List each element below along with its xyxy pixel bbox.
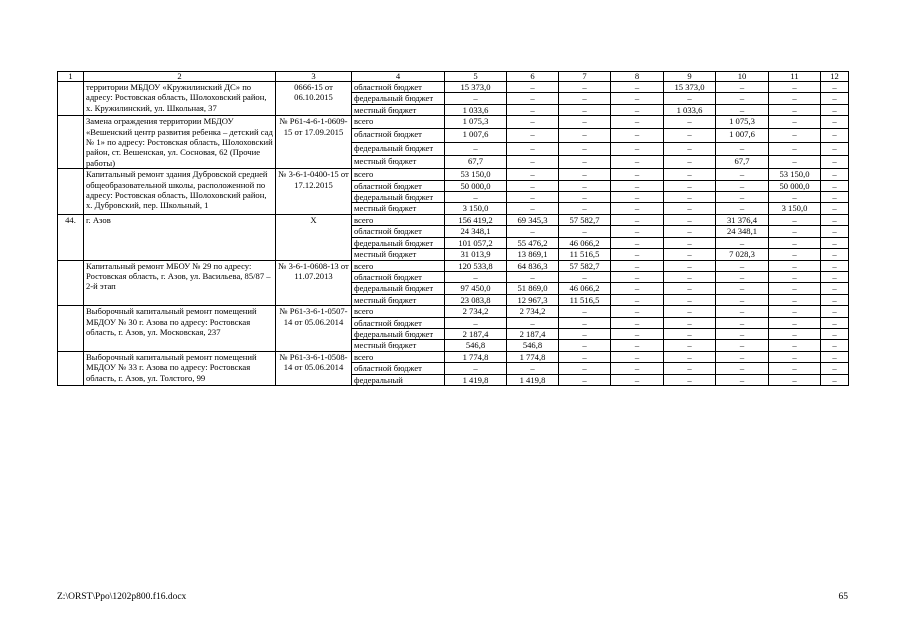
amount-cell: – bbox=[611, 317, 664, 328]
amount-cell: – bbox=[664, 271, 716, 282]
amount-cell: 156 419,2 bbox=[445, 214, 507, 225]
amount-cell: – bbox=[559, 226, 611, 237]
amount-cell: – bbox=[611, 155, 664, 168]
amount-cell: – bbox=[611, 363, 664, 374]
amount-cell: 67,7 bbox=[445, 155, 507, 168]
amount-cell: – bbox=[769, 249, 821, 260]
amount-cell: – bbox=[664, 129, 716, 142]
amount-cell: – bbox=[821, 155, 849, 168]
amount-cell: 1 774,8 bbox=[445, 351, 507, 362]
document-number: № 3-6-1-0400-15 от 17.12.2015 bbox=[276, 169, 352, 215]
amount-cell: – bbox=[559, 192, 611, 203]
amount-cell: – bbox=[507, 180, 559, 191]
document-number: Х bbox=[276, 214, 352, 260]
amount-cell: 24 348,1 bbox=[445, 226, 507, 237]
amount-cell: – bbox=[716, 306, 769, 317]
amount-cell: – bbox=[769, 226, 821, 237]
amount-cell: 2 187,4 bbox=[445, 328, 507, 339]
amount-cell: – bbox=[769, 283, 821, 294]
amount-cell: – bbox=[716, 203, 769, 214]
amount-cell: – bbox=[664, 328, 716, 339]
amount-cell: – bbox=[559, 203, 611, 214]
amount-cell: – bbox=[611, 260, 664, 271]
amount-cell: – bbox=[821, 203, 849, 214]
amount-cell: – bbox=[716, 142, 769, 155]
amount-cell: – bbox=[821, 104, 849, 115]
amount-cell: – bbox=[769, 142, 821, 155]
amount-cell: 97 450,0 bbox=[445, 283, 507, 294]
amount-cell: – bbox=[664, 294, 716, 305]
amount-cell: – bbox=[664, 226, 716, 237]
object-name: Капитальный ремонт здания Дубровской средней общеобразовательной школы, расположенной по адресу: Ростовская область, Шолоховский район, х. Дубровский, пер. Школьный, 1 bbox=[84, 169, 276, 215]
amount-cell: 1 075,3 bbox=[716, 116, 769, 129]
amount-cell: – bbox=[769, 317, 821, 328]
amount-cell: – bbox=[611, 104, 664, 115]
object-name: г. Азов bbox=[84, 214, 276, 260]
amount-cell: – bbox=[664, 260, 716, 271]
amount-cell: – bbox=[611, 192, 664, 203]
amount-cell: – bbox=[821, 271, 849, 282]
table-row bbox=[58, 214, 849, 225]
column-number: 8 bbox=[611, 72, 664, 82]
amount-cell: 53 150,0 bbox=[769, 169, 821, 180]
amount-cell: – bbox=[559, 104, 611, 115]
item-number bbox=[58, 116, 84, 169]
amount-cell: – bbox=[507, 82, 559, 93]
amount-cell: – bbox=[507, 142, 559, 155]
table-row bbox=[58, 116, 849, 129]
amount-cell: – bbox=[559, 306, 611, 317]
amount-cell: – bbox=[821, 283, 849, 294]
amount-cell: 51 869,0 bbox=[507, 283, 559, 294]
budget-source: областной бюджет bbox=[352, 82, 445, 93]
amount-cell: – bbox=[821, 363, 849, 374]
column-number: 5 bbox=[445, 72, 507, 82]
amount-cell: 67,7 bbox=[716, 155, 769, 168]
budget-source: федеральный бюджет bbox=[352, 93, 445, 104]
amount-cell: – bbox=[559, 351, 611, 362]
amount-cell: – bbox=[821, 192, 849, 203]
amount-cell: – bbox=[611, 283, 664, 294]
amount-cell: 120 533,8 bbox=[445, 260, 507, 271]
amount-cell: 1 774,8 bbox=[507, 351, 559, 362]
budget-source: федеральный бюджет bbox=[352, 283, 445, 294]
amount-cell: – bbox=[821, 237, 849, 248]
amount-cell: – bbox=[507, 129, 559, 142]
budget-source: федеральный бюджет bbox=[352, 237, 445, 248]
budget-source: областной бюджет bbox=[352, 180, 445, 191]
item-number bbox=[58, 306, 84, 352]
amount-cell: – bbox=[769, 351, 821, 362]
amount-cell: – bbox=[611, 226, 664, 237]
amount-cell: – bbox=[664, 169, 716, 180]
budget-source: местный бюджет bbox=[352, 249, 445, 260]
amount-cell: 3 150,0 bbox=[769, 203, 821, 214]
amount-cell: 1 033,6 bbox=[664, 104, 716, 115]
amount-cell: 13 869,1 bbox=[507, 249, 559, 260]
amount-cell: 1 033,6 bbox=[445, 104, 507, 115]
amount-cell: – bbox=[716, 340, 769, 351]
amount-cell: 64 836,3 bbox=[507, 260, 559, 271]
amount-cell: – bbox=[507, 203, 559, 214]
amount-cell: 50 000,0 bbox=[769, 180, 821, 191]
amount-cell: – bbox=[664, 116, 716, 129]
amount-cell: – bbox=[664, 374, 716, 385]
amount-cell: – bbox=[611, 374, 664, 385]
amount-cell: – bbox=[664, 237, 716, 248]
column-number: 11 bbox=[769, 72, 821, 82]
object-name: Выборочный капитальный ремонт помещений МБДОУ № 30 г. Азова по адресу: Ростовская область, г. Азов, ул. Московская, 237 bbox=[84, 306, 276, 352]
amount-cell: 55 476,2 bbox=[507, 237, 559, 248]
budget-source: федеральный бюджет bbox=[352, 328, 445, 339]
budget-source: всего bbox=[352, 214, 445, 225]
amount-cell: 3 150,0 bbox=[445, 203, 507, 214]
amount-cell: – bbox=[445, 317, 507, 328]
amount-cell: – bbox=[716, 328, 769, 339]
amount-cell: – bbox=[769, 363, 821, 374]
amount-cell: – bbox=[716, 82, 769, 93]
amount-cell: – bbox=[716, 317, 769, 328]
amount-cell: – bbox=[769, 374, 821, 385]
amount-cell: – bbox=[559, 116, 611, 129]
amount-cell: – bbox=[821, 340, 849, 351]
amount-cell: – bbox=[716, 169, 769, 180]
amount-cell: 546,8 bbox=[445, 340, 507, 351]
budget-source: местный бюджет bbox=[352, 155, 445, 168]
amount-cell: – bbox=[507, 192, 559, 203]
budget-source: всего bbox=[352, 116, 445, 129]
amount-cell: – bbox=[664, 363, 716, 374]
amount-cell: – bbox=[716, 192, 769, 203]
amount-cell: 11 516,5 bbox=[559, 294, 611, 305]
document-number: № Р61-4-6-1-0609-15 от 17.09.2015 bbox=[276, 116, 352, 169]
amount-cell: – bbox=[559, 271, 611, 282]
amount-cell: – bbox=[769, 116, 821, 129]
amount-cell: 1 419,8 bbox=[507, 374, 559, 385]
amount-cell: – bbox=[821, 82, 849, 93]
amount-cell: – bbox=[559, 317, 611, 328]
amount-cell: – bbox=[769, 237, 821, 248]
amount-cell: – bbox=[507, 155, 559, 168]
table-row bbox=[58, 306, 849, 317]
amount-cell: – bbox=[559, 169, 611, 180]
amount-cell: – bbox=[507, 169, 559, 180]
footer-page-number: 65 bbox=[838, 592, 848, 602]
amount-cell: 23 083,8 bbox=[445, 294, 507, 305]
amount-cell: – bbox=[716, 93, 769, 104]
amount-cell: 57 582,7 bbox=[559, 260, 611, 271]
amount-cell: 1 007,6 bbox=[445, 129, 507, 142]
amount-cell: – bbox=[445, 363, 507, 374]
amount-cell: 31 013,9 bbox=[445, 249, 507, 260]
amount-cell: 2 187,4 bbox=[507, 328, 559, 339]
amount-cell: 15 373,0 bbox=[664, 82, 716, 93]
amount-cell: 53 150,0 bbox=[445, 169, 507, 180]
amount-cell: – bbox=[821, 249, 849, 260]
amount-cell: – bbox=[664, 180, 716, 191]
amount-cell: – bbox=[507, 226, 559, 237]
amount-cell: – bbox=[716, 363, 769, 374]
table-row bbox=[58, 82, 849, 93]
amount-cell: 57 582,7 bbox=[559, 214, 611, 225]
item-number bbox=[58, 82, 84, 116]
amount-cell: – bbox=[611, 93, 664, 104]
budget-source: областной бюджет bbox=[352, 317, 445, 328]
amount-cell: 31 376,4 bbox=[716, 214, 769, 225]
amount-cell: – bbox=[611, 271, 664, 282]
amount-cell: – bbox=[821, 169, 849, 180]
column-number: 2 bbox=[84, 72, 276, 82]
amount-cell: – bbox=[769, 104, 821, 115]
amount-cell: – bbox=[611, 351, 664, 362]
amount-cell: – bbox=[769, 294, 821, 305]
amount-cell: – bbox=[716, 271, 769, 282]
column-number: 9 bbox=[664, 72, 716, 82]
amount-cell: – bbox=[611, 294, 664, 305]
object-name: территории МБДОУ «Кружилинский ДС» по адресу: Ростовская область, Шолоховский район, х. Кружилинский, ул. Школьная, 37 bbox=[84, 82, 276, 116]
amount-cell: – bbox=[445, 271, 507, 282]
budget-source: федеральный bbox=[352, 374, 445, 385]
amount-cell: – bbox=[611, 180, 664, 191]
amount-cell: 15 373,0 bbox=[445, 82, 507, 93]
amount-cell: – bbox=[559, 129, 611, 142]
amount-cell: – bbox=[664, 283, 716, 294]
amount-cell: – bbox=[611, 214, 664, 225]
table-row bbox=[58, 260, 849, 271]
amount-cell: – bbox=[664, 203, 716, 214]
amount-cell: – bbox=[769, 340, 821, 351]
amount-cell: – bbox=[769, 192, 821, 203]
amount-cell: – bbox=[821, 351, 849, 362]
amount-cell: – bbox=[611, 116, 664, 129]
amount-cell: 46 066,2 bbox=[559, 283, 611, 294]
amount-cell: 50 000,0 bbox=[445, 180, 507, 191]
budget-source: местный бюджет bbox=[352, 340, 445, 351]
amount-cell: – bbox=[821, 306, 849, 317]
amount-cell: – bbox=[559, 340, 611, 351]
amount-cell: 12 967,3 bbox=[507, 294, 559, 305]
document-number: № 3-6-1-0608-13 от 11.07.2013 bbox=[276, 260, 352, 306]
amount-cell: – bbox=[445, 142, 507, 155]
amount-cell: – bbox=[716, 283, 769, 294]
amount-cell: – bbox=[611, 142, 664, 155]
budget-table bbox=[57, 71, 849, 386]
column-number: 4 bbox=[352, 72, 445, 82]
amount-cell: – bbox=[445, 93, 507, 104]
document-number: 0666-15 от 06.10.2015 bbox=[276, 82, 352, 116]
budget-source: местный бюджет bbox=[352, 203, 445, 214]
amount-cell: – bbox=[611, 328, 664, 339]
object-name: Капитальный ремонт МБОУ № 29 по адресу: Ростовская область, г. Азов, ул. Васильева, 85/87 – 2-й этап bbox=[84, 260, 276, 306]
amount-cell: – bbox=[611, 169, 664, 180]
amount-cell: – bbox=[821, 328, 849, 339]
amount-cell: – bbox=[559, 93, 611, 104]
table-row bbox=[58, 169, 849, 180]
amount-cell: 1 075,3 bbox=[445, 116, 507, 129]
amount-cell: – bbox=[769, 155, 821, 168]
budget-source: местный бюджет bbox=[352, 294, 445, 305]
amount-cell: – bbox=[559, 155, 611, 168]
amount-cell: – bbox=[716, 294, 769, 305]
amount-cell: – bbox=[559, 328, 611, 339]
amount-cell: – bbox=[821, 93, 849, 104]
budget-source: всего bbox=[352, 260, 445, 271]
amount-cell: – bbox=[769, 82, 821, 93]
amount-cell: – bbox=[821, 294, 849, 305]
budget-source: всего bbox=[352, 169, 445, 180]
table-body bbox=[58, 72, 849, 386]
amount-cell: – bbox=[769, 214, 821, 225]
item-number: 44. bbox=[58, 214, 84, 260]
amount-cell: – bbox=[769, 260, 821, 271]
amount-cell: – bbox=[716, 237, 769, 248]
amount-cell: 69 345,3 bbox=[507, 214, 559, 225]
amount-cell: – bbox=[611, 249, 664, 260]
amount-cell: – bbox=[716, 351, 769, 362]
amount-cell: 7 028,3 bbox=[716, 249, 769, 260]
column-number: 3 bbox=[276, 72, 352, 82]
item-number bbox=[58, 260, 84, 306]
amount-cell: – bbox=[821, 260, 849, 271]
amount-cell: – bbox=[611, 340, 664, 351]
item-number bbox=[58, 351, 84, 385]
amount-cell: 1 419,8 bbox=[445, 374, 507, 385]
amount-cell: 11 516,5 bbox=[559, 249, 611, 260]
amount-cell: – bbox=[559, 363, 611, 374]
amount-cell: – bbox=[821, 116, 849, 129]
amount-cell: – bbox=[507, 317, 559, 328]
amount-cell: 1 007,6 bbox=[716, 129, 769, 142]
budget-source: областной бюджет bbox=[352, 129, 445, 142]
amount-cell: – bbox=[769, 271, 821, 282]
amount-cell: – bbox=[821, 317, 849, 328]
amount-cell: – bbox=[664, 340, 716, 351]
amount-cell: – bbox=[664, 351, 716, 362]
budget-source: областной бюджет bbox=[352, 226, 445, 237]
amount-cell: – bbox=[821, 180, 849, 191]
column-number: 6 bbox=[507, 72, 559, 82]
amount-cell: – bbox=[611, 82, 664, 93]
amount-cell: 24 348,1 bbox=[716, 226, 769, 237]
amount-cell: – bbox=[559, 180, 611, 191]
amount-cell: 46 066,2 bbox=[559, 237, 611, 248]
column-number: 10 bbox=[716, 72, 769, 82]
amount-cell: – bbox=[559, 82, 611, 93]
amount-cell: – bbox=[716, 374, 769, 385]
amount-cell: – bbox=[507, 271, 559, 282]
amount-cell: – bbox=[559, 374, 611, 385]
amount-cell: – bbox=[769, 328, 821, 339]
amount-cell: – bbox=[664, 142, 716, 155]
amount-cell: – bbox=[559, 142, 611, 155]
column-number: 12 bbox=[821, 72, 849, 82]
amount-cell: 101 057,2 bbox=[445, 237, 507, 248]
amount-cell: – bbox=[611, 306, 664, 317]
amount-cell: – bbox=[821, 142, 849, 155]
amount-cell: – bbox=[611, 203, 664, 214]
column-number: 1 bbox=[58, 72, 84, 82]
budget-source: всего bbox=[352, 351, 445, 362]
amount-cell: – bbox=[664, 192, 716, 203]
amount-cell: – bbox=[611, 237, 664, 248]
amount-cell: – bbox=[664, 306, 716, 317]
amount-cell: 2 734,2 bbox=[507, 306, 559, 317]
object-name: Выборочный капитальный ремонт помещений МБДОУ № 33 г. Азова по адресу: Ростовская область, г. Азов, ул. Толстого, 99 bbox=[84, 351, 276, 385]
amount-cell: – bbox=[664, 317, 716, 328]
amount-cell: – bbox=[664, 93, 716, 104]
amount-cell: – bbox=[821, 374, 849, 385]
amount-cell: – bbox=[769, 306, 821, 317]
document-number: № Р61-3-6-1-0508-14 от 05.06.2014 bbox=[276, 351, 352, 385]
object-name: Замена ограждения территории МБДОУ «Вешенский центр развития ребенка – детский сад № 1» по адресу: Ростовская область, Шолоховский район, ст. Вешенская, ул. Сосновая, 62 (Прочие работы) bbox=[84, 116, 276, 169]
amount-cell: – bbox=[821, 214, 849, 225]
amount-cell: 546,8 bbox=[507, 340, 559, 351]
amount-cell: – bbox=[507, 116, 559, 129]
amount-cell: – bbox=[716, 104, 769, 115]
budget-source: областной бюджет bbox=[352, 271, 445, 282]
amount-cell: – bbox=[664, 249, 716, 260]
amount-cell: 2 734,2 bbox=[445, 306, 507, 317]
amount-cell: – bbox=[821, 129, 849, 142]
item-number bbox=[58, 169, 84, 215]
amount-cell: – bbox=[507, 93, 559, 104]
column-number: 7 bbox=[559, 72, 611, 82]
amount-cell: – bbox=[507, 104, 559, 115]
budget-source: местный бюджет bbox=[352, 104, 445, 115]
amount-cell: – bbox=[821, 226, 849, 237]
amount-cell: – bbox=[769, 93, 821, 104]
column-number-row bbox=[58, 72, 849, 82]
footer-file-path: Z:\ORST\Ppo\1202p800.f16.docx bbox=[57, 592, 187, 602]
amount-cell: – bbox=[664, 155, 716, 168]
amount-cell: – bbox=[507, 363, 559, 374]
budget-source: всего bbox=[352, 306, 445, 317]
document-number: № Р61-3-6-1-0507-14 от 05.06.2014 bbox=[276, 306, 352, 352]
amount-cell: – bbox=[611, 129, 664, 142]
budget-source: федеральный бюджет bbox=[352, 192, 445, 203]
amount-cell: – bbox=[664, 214, 716, 225]
budget-source: областной бюджет bbox=[352, 363, 445, 374]
amount-cell: – bbox=[716, 260, 769, 271]
amount-cell: – bbox=[445, 192, 507, 203]
amount-cell: – bbox=[716, 180, 769, 191]
amount-cell: – bbox=[769, 129, 821, 142]
budget-source: федеральный бюджет bbox=[352, 142, 445, 155]
table-row bbox=[58, 351, 849, 362]
